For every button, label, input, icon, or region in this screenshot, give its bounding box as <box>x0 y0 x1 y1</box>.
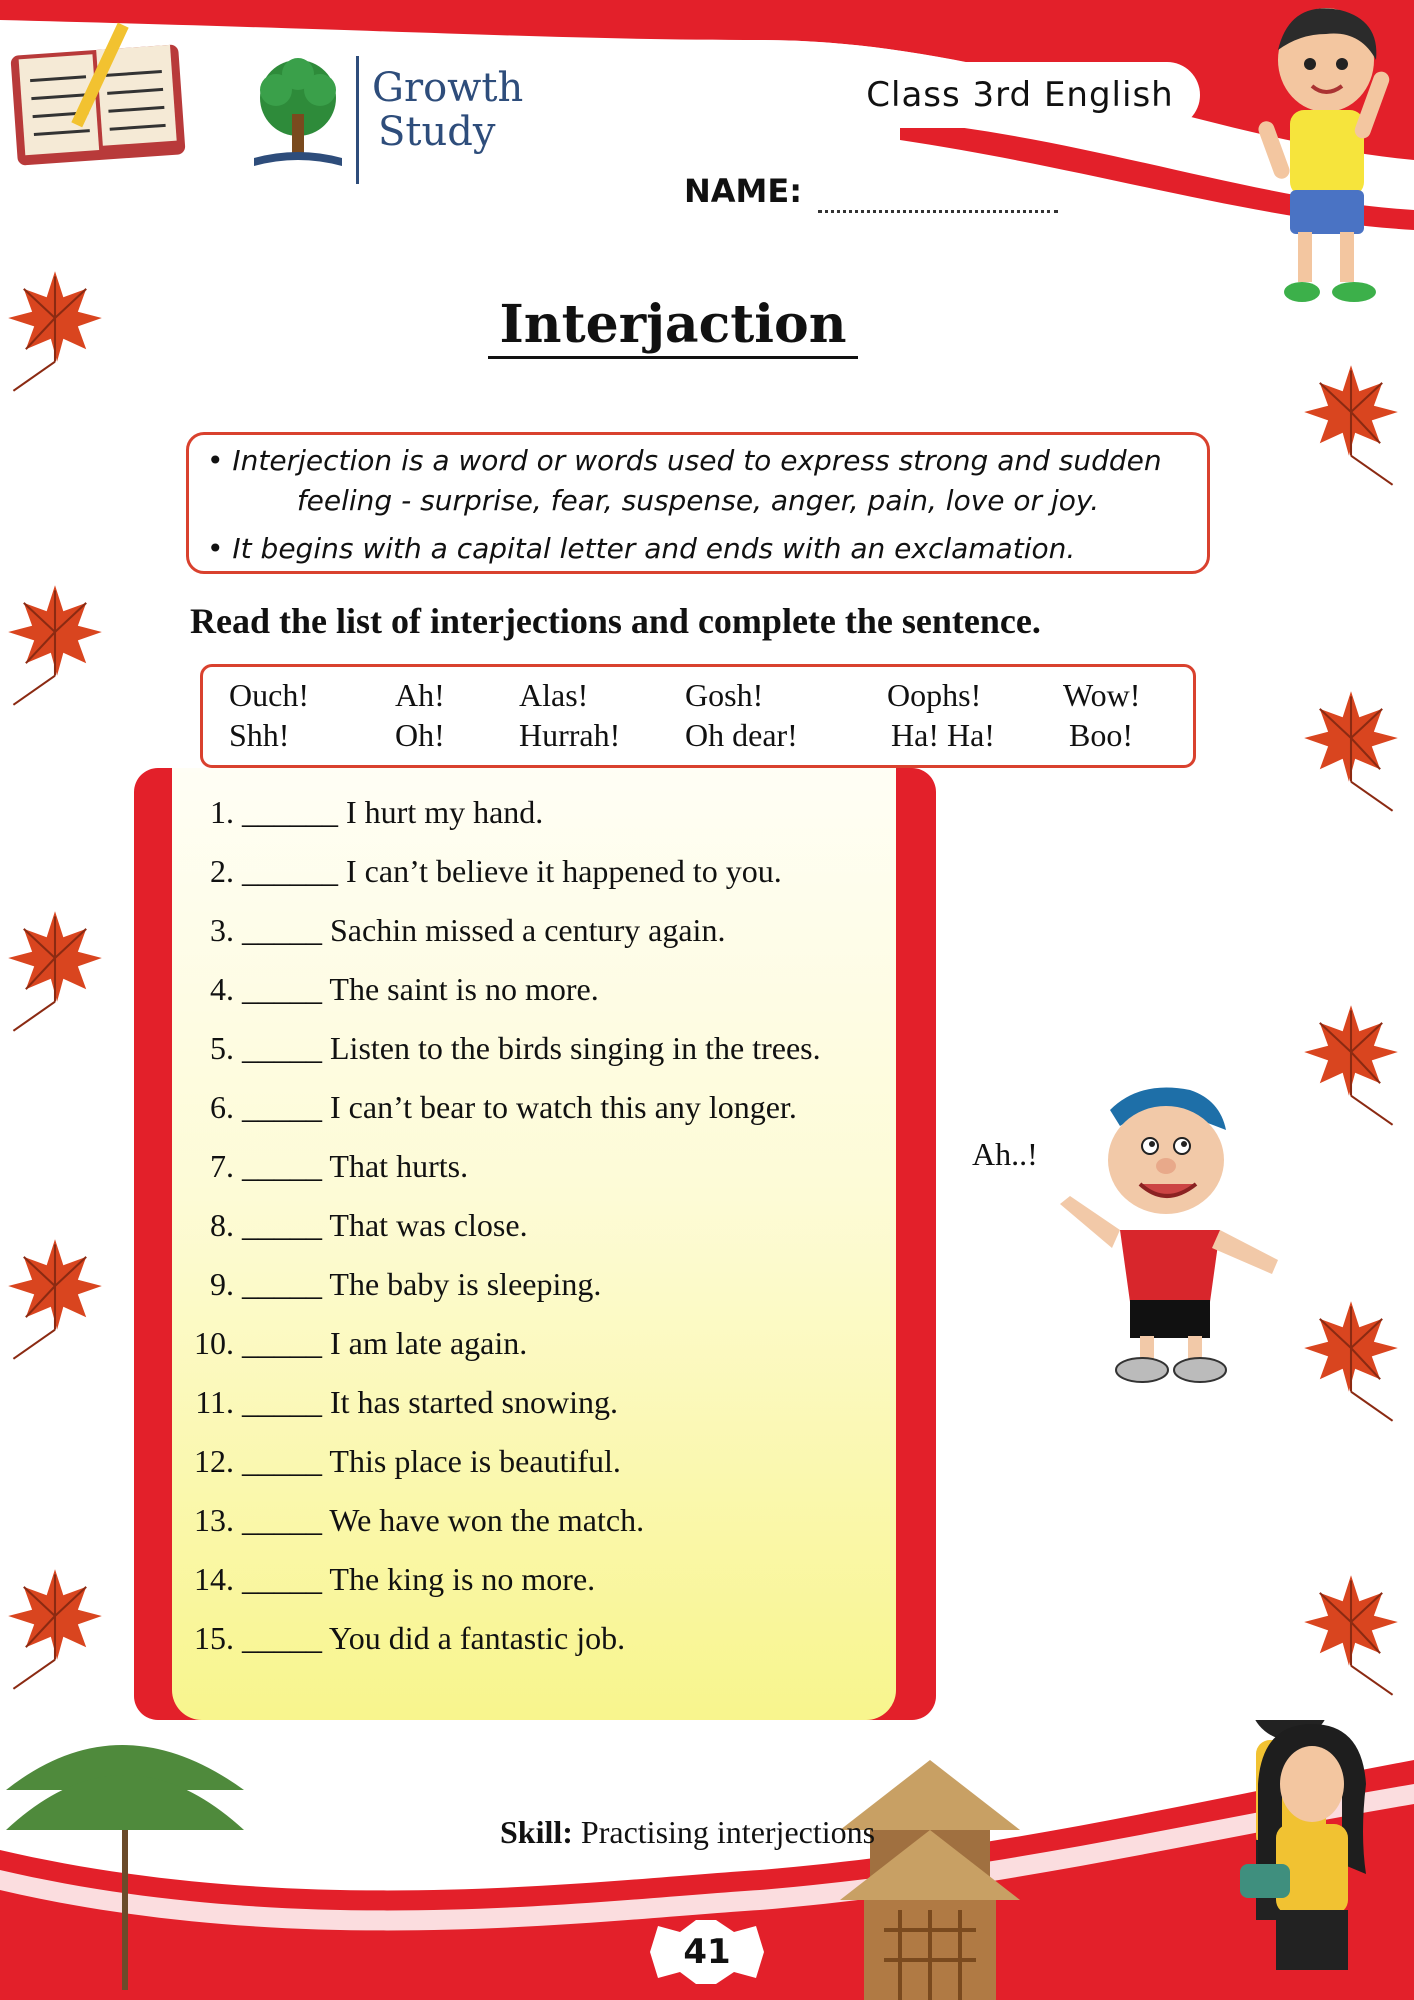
maple-leaf-icon <box>1296 1296 1406 1426</box>
question-item <box>172 1148 468 1185</box>
question-item <box>172 1561 595 1598</box>
question-number: 11. <box>195 1384 234 1420</box>
brand-name-line2: Study <box>378 109 496 155</box>
question-item <box>172 912 725 949</box>
question-text: You did a fantastic job. <box>322 1620 626 1656</box>
skill-text: Practising interjections <box>572 1814 876 1850</box>
tree-book-logo-icon <box>248 54 348 180</box>
cartoon-boy-illustration <box>1050 1080 1290 1390</box>
name-label: NAME: <box>684 172 803 210</box>
hut-illustration <box>840 1830 1020 2000</box>
word-bank <box>200 664 1196 768</box>
definition-line3: • It begins with a capital letter and ends with an exclamation. <box>207 532 1076 565</box>
answer-blank[interactable]: ______ <box>242 794 338 830</box>
question-number: 4. <box>210 971 234 1007</box>
question-text: The baby is sleeping. <box>322 1266 602 1302</box>
answer-blank[interactable]: _____ <box>242 1089 322 1125</box>
question-number: 2. <box>210 853 234 889</box>
question-text: The king is no more. <box>322 1561 596 1597</box>
question-item <box>172 971 599 1008</box>
word-bank-item: Alas! <box>519 677 589 713</box>
question-item <box>172 1207 528 1244</box>
question-number: 9. <box>210 1266 234 1302</box>
word-bank-item: Gosh! <box>685 677 764 713</box>
question-number: 14. <box>194 1561 234 1597</box>
maple-leaf-icon <box>0 1564 110 1694</box>
brand-name-line1: Growth <box>372 65 524 111</box>
word-bank-item: Shh! <box>229 717 290 753</box>
question-number: 13. <box>194 1502 234 1538</box>
word-bank-item: Oh! <box>395 717 445 753</box>
question-text: I hurt my hand. <box>338 794 544 830</box>
question-item <box>172 1325 527 1362</box>
umbrella-illustration <box>0 1740 250 1840</box>
question-number: 5. <box>210 1030 234 1066</box>
instruction: Read the list of interjections and complete the sentence. <box>190 601 1041 641</box>
question-number: 7. <box>210 1148 234 1184</box>
question-text: It has started snowing. <box>322 1384 618 1420</box>
question-number: 10. <box>194 1325 234 1361</box>
question-text: That was close. <box>322 1207 528 1243</box>
maple-leaf-icon <box>1296 686 1406 816</box>
maple-leaf-icon <box>1296 1000 1406 1130</box>
question-number: 12. <box>194 1443 234 1479</box>
answer-blank[interactable]: _____ <box>242 912 322 948</box>
word-bank-item: Oh dear! <box>685 717 798 753</box>
class-badge: Class 3rd English <box>840 62 1200 128</box>
answer-blank[interactable]: _____ <box>242 1266 322 1302</box>
question-item <box>172 1443 621 1480</box>
skill-prefix: Skill: <box>500 1814 573 1850</box>
question-item <box>172 853 782 890</box>
answer-blank[interactable]: _____ <box>242 1443 322 1479</box>
definition-line1: • Interjection is a word or words used to express strong and sudden <box>207 444 1162 477</box>
question-number: 15. <box>194 1620 234 1656</box>
answer-blank[interactable]: _____ <box>242 971 322 1007</box>
cartoon-speech-text: Ah..! <box>972 1136 1038 1172</box>
question-item <box>172 1502 644 1539</box>
question-text: I am late again. <box>322 1325 528 1361</box>
answer-blank[interactable]: _____ <box>242 1620 322 1656</box>
question-number: 8. <box>210 1207 234 1243</box>
word-bank-item: Ah! <box>395 677 445 713</box>
skill-label <box>500 1814 875 1851</box>
question-item <box>172 1620 625 1657</box>
maple-leaf-icon <box>1296 360 1406 490</box>
question-item <box>172 794 543 831</box>
logo-divider <box>356 56 359 184</box>
question-text: Listen to the birds singing in the trees. <box>322 1030 821 1066</box>
maple-leaf-icon <box>1296 1570 1406 1700</box>
answer-blank[interactable]: _____ <box>242 1502 322 1538</box>
question-item <box>172 1030 821 1067</box>
answer-blank[interactable]: ______ <box>242 853 338 889</box>
page-number: 41 <box>683 1932 731 1972</box>
question-text: I can’t bear to watch this any longer. <box>322 1089 797 1125</box>
notebook-pencil-icon <box>8 20 188 170</box>
maple-leaf-icon <box>0 266 110 396</box>
question-item <box>172 1266 601 1303</box>
maple-leaf-icon <box>0 1234 110 1364</box>
boy-waving-illustration <box>1230 0 1414 320</box>
word-bank-item: Ouch! <box>229 677 309 713</box>
name-input-line[interactable] <box>818 210 1058 213</box>
question-text: We have won the match. <box>322 1502 645 1538</box>
question-item <box>172 1089 797 1126</box>
answer-blank[interactable]: _____ <box>242 1207 322 1243</box>
word-bank-item: Boo! <box>1069 717 1133 753</box>
answer-blank[interactable]: _____ <box>242 1030 322 1066</box>
word-bank-item: Wow! <box>1063 677 1141 713</box>
answer-blank[interactable]: _____ <box>242 1325 322 1361</box>
question-number: 6. <box>210 1089 234 1125</box>
word-bank-item: Oophs! <box>887 677 982 713</box>
page-title: Interjaction <box>499 294 847 355</box>
girl-watering-plant-illustration <box>1232 1714 1402 2000</box>
answer-blank[interactable]: _____ <box>242 1384 322 1420</box>
question-text: I can’t believe it happened to you. <box>338 853 782 889</box>
question-text: That hurts. <box>322 1148 469 1184</box>
title-underline <box>488 356 858 359</box>
definition-line2: feeling - surprise, fear, suspense, anger, pain, love or joy. <box>296 484 1100 517</box>
word-bank-item: Ha! Ha! <box>891 717 995 753</box>
maple-leaf-icon <box>0 580 110 710</box>
answer-blank[interactable]: _____ <box>242 1561 322 1597</box>
question-text: The saint is no more. <box>322 971 599 1007</box>
answer-blank[interactable]: _____ <box>242 1148 322 1184</box>
definition-box <box>186 432 1210 574</box>
question-number: 1. <box>210 794 234 830</box>
word-bank-item: Hurrah! <box>519 717 621 753</box>
question-number: 3. <box>210 912 234 948</box>
maple-leaf-icon <box>0 906 110 1036</box>
question-text: This place is beautiful. <box>322 1443 621 1479</box>
question-item <box>172 1384 618 1421</box>
brand-name <box>372 66 523 154</box>
question-text: Sachin missed a century again. <box>322 912 726 948</box>
